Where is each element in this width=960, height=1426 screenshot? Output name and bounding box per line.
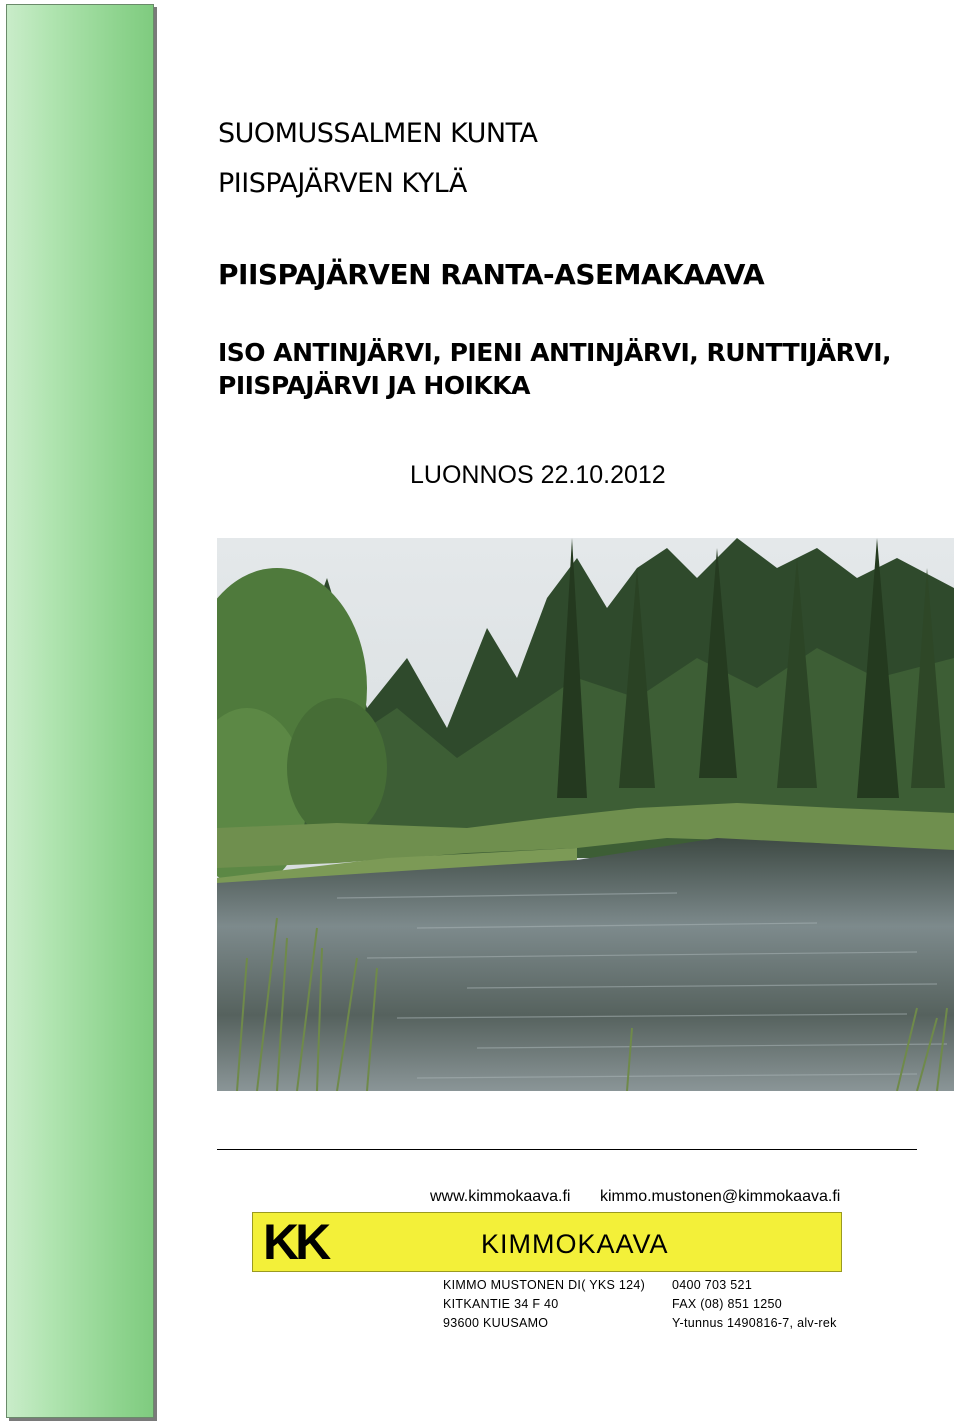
website-link[interactable]: www.kimmokaava.fi xyxy=(430,1188,571,1205)
lake-landscape-illustration xyxy=(217,538,954,1091)
footer-divider xyxy=(217,1149,917,1150)
lakes-line-1: ISO ANTINJÄRVI, PIENI ANTINJÄRVI, RUNTTIJÄRVI, xyxy=(218,338,891,367)
street-address: KITKANTIE 34 F 40 xyxy=(443,1297,559,1311)
email-link[interactable]: kimmo.mustonen@kimmokaava.fi xyxy=(600,1188,841,1205)
lakes-line-2: PIISPAJÄRVI JA HOIKKA xyxy=(218,371,530,400)
decorative-side-bar xyxy=(6,4,154,1418)
phone-number: 0400 703 521 xyxy=(672,1278,753,1292)
address-block xyxy=(443,1276,645,1333)
village-heading: PIISPAJÄRVEN KYLÄ xyxy=(218,168,467,199)
draft-date: LUONNOS 22.10.2012 xyxy=(410,461,666,489)
lake-landscape-photo xyxy=(217,538,954,1091)
lakes-list xyxy=(218,336,938,402)
postal-address: 93600 KUUSAMO xyxy=(443,1316,549,1330)
business-id: Y-tunnus 1490816-7, alv-rek xyxy=(672,1316,837,1330)
fax-number: FAX (08) 851 1250 xyxy=(672,1297,783,1311)
municipality-heading: SUOMUSSALMEN KUNTA xyxy=(218,118,538,149)
plan-title: PIISPAJÄRVEN RANTA-ASEMAKAAVA xyxy=(218,258,765,291)
logo-mark: KK xyxy=(263,1214,328,1270)
company-name: KIMMOKAAVA xyxy=(481,1229,669,1259)
phone-block xyxy=(672,1276,837,1333)
contact-person: KIMMO MUSTONEN DI( YKS 124) xyxy=(443,1278,646,1292)
company-logo xyxy=(252,1212,842,1272)
